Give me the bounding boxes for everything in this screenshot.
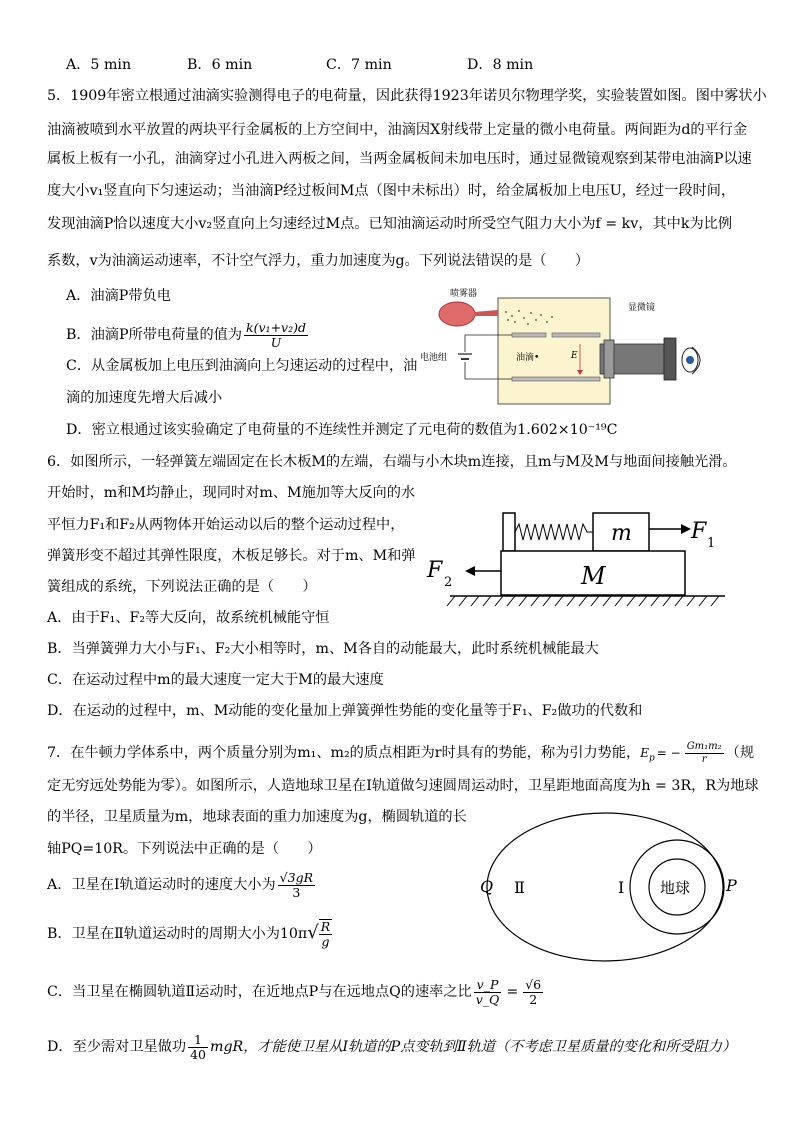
force-f2-arrowhead <box>465 566 475 576</box>
q5-stem-line: 发现油滴P恰以速度大小v₂竖直向上匀速经过M点。已知油滴运动时所受空气阻力大小为f = kv，其中k为比例 <box>47 216 733 232</box>
q5-option-c-cont: 滴的加速度先增大后减小 <box>66 390 223 406</box>
board-end-stop <box>503 513 515 551</box>
q6-stem-line: 平恒力F₁和F₂从两物体开始运动以后的整个运动过程中， <box>47 517 405 533</box>
orbit-figure <box>470 805 750 965</box>
field-label: E <box>571 351 578 361</box>
q6-option-b: B．当弹簧弹力大小与F₁、F₂大小相等时，m、M各自的动能最大，此时系统机械能最大 <box>47 641 599 657</box>
q5-option-c: C．从金属板加上电压到油滴向上匀速运动的过程中，油 <box>66 358 418 374</box>
q5-stem-line: 油滴被喷到水平放置的两块平行金属板的上方空间中，油滴因X射线带上定量的微小电荷量。两间距为d的平行金 <box>47 122 748 138</box>
force-f1-label: F <box>691 519 707 544</box>
force-f1-arrowhead <box>681 524 691 534</box>
q7-stem-line <box>47 737 754 774</box>
droplet-label: 油滴• <box>516 353 540 363</box>
q7-stem-line: 定无穷远处势能为零）。如图所示，人造地球卫星在Ⅰ轨道做匀速圆周运动时，卫星距地面高度为h = 3R，R为地球 <box>47 778 759 794</box>
sprayer-nozzle <box>474 310 498 316</box>
orbit-ii-label: Ⅱ <box>514 878 525 897</box>
q7-stem-line: 轴PQ=10R。下列说法中正确的是（ ） <box>47 841 322 857</box>
q7-option-a-fraction: $\frac{√3gR}{3}$ <box>279 869 314 900</box>
q7-option-d-text: D．至少需对卫星做功 <box>47 1039 187 1055</box>
q5-option-b <box>66 317 310 353</box>
microscope-ring <box>604 340 614 378</box>
q7-formula-eq: = − <box>656 746 681 760</box>
q7-formula-fraction: $\frac{\text{Gm₁m₂}}{r}$ <box>686 740 722 765</box>
q5-option-a: A．油滴P带负电 <box>66 288 171 304</box>
q4-option-b: B．6 min <box>187 57 253 73</box>
microscope-label: 显微镜 <box>628 303 656 313</box>
sprayer-bulb <box>439 302 475 326</box>
q7-option-c-lhs-fraction: $\frac{v\_P}{v\_Q}$ <box>475 976 500 1007</box>
q7-option-b-text: B．卫星在Ⅱ轨道运动时的周期大小为10π <box>47 926 308 942</box>
q7-option-c-rhs-fraction: $\frac{√6}{2}$ <box>525 976 542 1007</box>
spring <box>515 524 593 540</box>
q6-option-d: D．在运动的过程中，m、M动能的变化量加上弹簧弹性势能的变化量等于F₁、F₂做功的代数和 <box>47 703 643 719</box>
point-q-label: Q <box>480 877 494 896</box>
q7-option-d-text-end: mgR，才能使卫星从Ⅰ轨道的P点变轨到Ⅱ轨道（不考虑卫星质量的变化和所受阻力） <box>209 1039 737 1055</box>
block-m-label: m <box>611 521 632 546</box>
q7-option-a-text: A．卫星在Ⅰ轨道运动时的速度大小为 <box>47 877 276 893</box>
q6-stem-line: 簧组成的系统，下列说法正确的是（ ） <box>47 579 317 595</box>
orbit-i-label: Ⅰ <box>618 878 625 897</box>
q7-option-b-fraction: $\frac{R}{g}$ <box>320 919 331 949</box>
point-p-label: P <box>726 876 737 895</box>
force-f2-label: F <box>427 558 443 583</box>
q5-stem-line: 5．1909年密立根通过油滴实验测得电子的电荷量，因此获得1923年诺贝尔物理学奖，实验装置如图。图中雾状小 <box>47 88 767 104</box>
q7-option-d <box>47 1027 736 1067</box>
board-M-label: M <box>581 562 606 590</box>
eye-pupil <box>686 356 694 364</box>
q7-option-c-text: C．当卫星在椭圆轨道Ⅱ运动时，在近地点P与在远地点Q的速率之比 <box>47 984 472 1000</box>
q5-option-b-fraction: $\frac{\text{k(v₁+v₂)d}}{U}$ <box>246 319 306 350</box>
ground-hatching <box>447 596 719 606</box>
chamber <box>498 298 610 404</box>
q7-option-c: C．当卫星在椭圆轨道Ⅱ运动时，在近地点P与在远地点Q的速率之比 $\frac{v\_P}{v\_Q}$ = $\frac{√6}{2}$ <box>47 976 542 1007</box>
microscope-eyepiece <box>664 338 676 380</box>
q5-stem-line: 属板上板有一小孔，油滴穿过小孔进入两板之间，当两金属板间未加电压时，通过显微镜观察到某带电油滴P以速 <box>47 151 752 167</box>
q7-option-a <box>47 865 317 905</box>
force-f1-subscript: 1 <box>707 536 716 551</box>
q7-formula-lhs: $E_p$ <box>640 746 655 764</box>
millikan-apparatus-figure <box>420 282 720 412</box>
battery-label: 电池组 <box>420 353 448 363</box>
earth-label: 地球 <box>660 879 691 897</box>
q5-stem-line: 度大小v₁竖直向下匀速运动；当油滴P经过板间M点（图中未标出）时，给金属板加上电压U，经过一段时间， <box>47 183 736 199</box>
upper-plate-right <box>552 333 600 337</box>
q4-option-c: C．7 min <box>326 57 392 73</box>
upper-plate-left <box>512 333 546 337</box>
q7-stem-text: 7．在牛顿力学体系中，两个质量分别为m₁、m₂的质点相距为r时具有的势能，称为引力势能， <box>47 745 641 761</box>
q6-option-c: C．在运动过程中m的最大速度一定大于M的最大速度 <box>47 672 384 688</box>
lower-plate <box>512 377 600 381</box>
q4-option-d: D．8 min <box>467 57 534 73</box>
q6-stem-line: 弹簧形变不超过其弹性限度，木板足够长。对于m、M和弹 <box>47 548 416 564</box>
spring-block-figure <box>425 505 730 615</box>
q7-stem-line: 的半径，卫星质量为m，地球表面的重力加速度为g，椭圆轨道的长 <box>47 809 467 825</box>
q7-option-b: B．卫星在Ⅱ轨道运动时的周期大小为10π√ $\frac{R}{g}$ <box>47 919 331 949</box>
q6-option-a: A．由于F₁、F₂等大反向，故系统机械能守恒 <box>47 610 330 626</box>
force-f2-subscript: 2 <box>444 575 453 590</box>
q6-stem-line: 开始时，m和M均静止，现同时对m、M施加等大反向的水 <box>47 485 416 501</box>
sprayer-label: 喷雾器 <box>450 289 478 299</box>
q5-option-b-text: B．油滴P所带电荷量的值为 <box>66 327 243 343</box>
q7-stem-text-end: （规 <box>725 745 755 761</box>
q4-option-a: A．5 min <box>66 57 132 73</box>
q5-option-d: D．密立根通过该实验确定了电荷量的不连续性并测定了元电荷的数值为1.602×10⁻¹⁹C <box>66 422 618 438</box>
q5-stem-line: 系数，v为油滴运动速率，不计空气浮力，重力加速度为g。下列说法错误的是（ ） <box>47 253 590 269</box>
q7-option-d-fraction: $\frac{1}{40}$ <box>190 1031 206 1062</box>
q6-stem-line: 6．如图所示，一轻弹簧左端固定在长木板M的左端，右端与小木块m连接，且m与M及M与地面间接触光滑。 <box>47 454 737 470</box>
